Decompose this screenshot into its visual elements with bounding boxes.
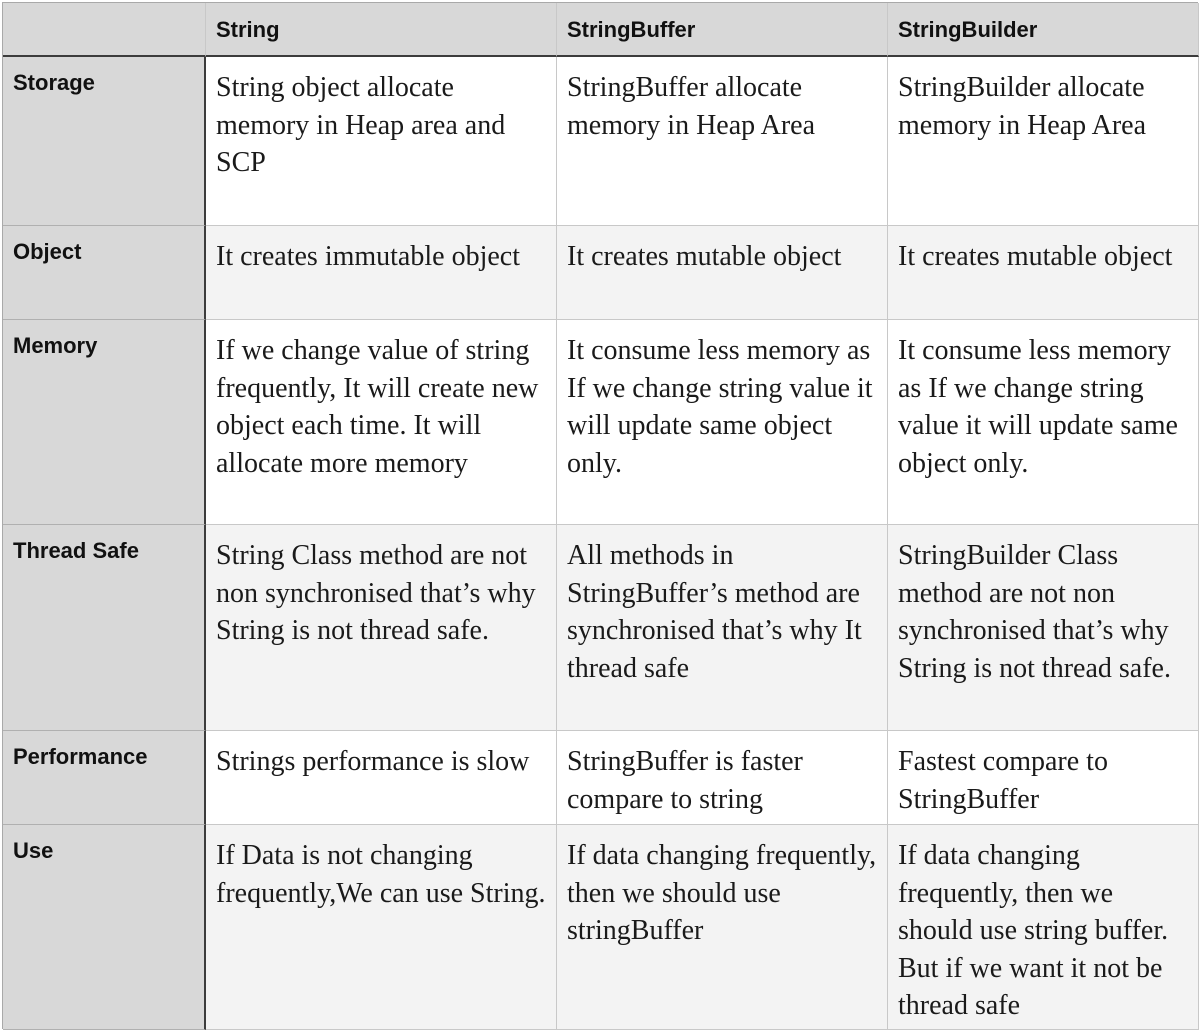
cell-object-stringbuffer: It creates mutable object [557,226,888,320]
cell-thread-safe-stringbuilder: StringBuilder Class method are not non synchronised that’s why String is not thread safe. [888,525,1199,731]
row-label-thread-safe: Thread Safe [3,525,206,731]
cell-storage-stringbuffer: StringBuffer allocate memory in Heap Area [557,57,888,226]
header-corner [3,3,206,57]
cell-performance-stringbuilder: Fastest compare to StringBuffer [888,731,1199,825]
cell-use-stringbuilder: If data changing frequently, then we should use string buffer. But if we want it not be thread safe [888,825,1199,1030]
comparison-table [2,2,1198,1029]
row-label-performance: Performance [3,731,206,825]
header-stringbuilder: StringBuilder [888,3,1199,57]
cell-use-string: If Data is not changing frequently,We can use String. [206,825,557,1030]
header-string: String [206,3,557,57]
cell-memory-stringbuffer: It consume less memory as If we change string value it will update same object only. [557,320,888,525]
row-label-memory: Memory [3,320,206,525]
cell-thread-safe-string: String Class method are not non synchronised that’s why String is not thread safe. [206,525,557,731]
header-stringbuffer: StringBuffer [557,3,888,57]
cell-storage-stringbuilder: StringBuilder allocate memory in Heap Area [888,57,1199,226]
cell-memory-string: If we change value of string frequently, It will create new object each time. It will allocate more memory [206,320,557,525]
row-label-use: Use [3,825,206,1030]
cell-performance-string: Strings performance is slow [206,731,557,825]
row-label-object: Object [3,226,206,320]
row-label-storage: Storage [3,57,206,226]
cell-memory-stringbuilder: It consume less memory as If we change string value it will update same object only. [888,320,1199,525]
cell-performance-stringbuffer: StringBuffer is faster compare to string [557,731,888,825]
cell-thread-safe-stringbuffer: All methods in StringBuffer’s method are synchronised that’s why It thread safe [557,525,888,731]
cell-use-stringbuffer: If data changing frequently, then we should use stringBuffer [557,825,888,1030]
cell-storage-string: String object allocate memory in Heap area and SCP [206,57,557,226]
cell-object-string: It creates immutable object [206,226,557,320]
cell-object-stringbuilder: It creates mutable object [888,226,1199,320]
